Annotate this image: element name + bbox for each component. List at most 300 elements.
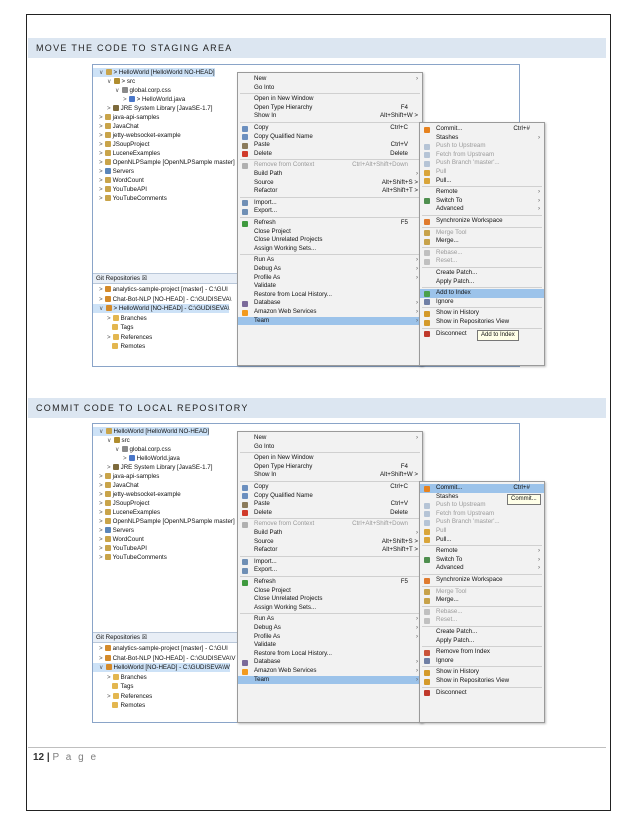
push-icon bbox=[424, 161, 430, 167]
repo-tree-item[interactable] bbox=[93, 701, 145, 710]
tree-item[interactable] bbox=[93, 490, 181, 499]
menu-item-push-to-upstream[interactable] bbox=[420, 142, 544, 151]
project-icon bbox=[105, 159, 111, 165]
chevron-right-icon[interactable]: > bbox=[99, 536, 103, 543]
menu-shortcut: Ctrl+Alt+Shift+Down bbox=[352, 520, 408, 528]
menu-item-label: Restore from Local History... bbox=[254, 290, 332, 298]
menu-separator bbox=[240, 452, 420, 453]
tree-item[interactable] bbox=[93, 122, 139, 131]
menu-item-rebase[interactable] bbox=[420, 608, 544, 617]
pull-icon bbox=[424, 170, 430, 176]
chevron-right-icon[interactable]: > bbox=[99, 527, 103, 534]
tree-item[interactable] bbox=[93, 544, 147, 553]
chevron-right-icon[interactable]: > bbox=[99, 195, 103, 202]
chevron-right-icon[interactable]: > bbox=[99, 500, 103, 507]
menu-separator bbox=[422, 545, 542, 546]
menu-item-label: Remote bbox=[436, 188, 458, 196]
menu-item-label: Switch To bbox=[436, 196, 463, 204]
menu-item-label: Run As bbox=[254, 256, 274, 264]
chevron-right-icon[interactable] bbox=[107, 702, 110, 709]
menu-item-label: Show In bbox=[254, 471, 277, 479]
menu-item-copy[interactable] bbox=[238, 124, 422, 133]
chevron-right-icon[interactable]: > bbox=[99, 168, 103, 175]
tree-item[interactable] bbox=[93, 436, 130, 445]
menu-item-show-in-history[interactable] bbox=[420, 668, 544, 677]
menu-item-copy-qualified-name[interactable] bbox=[238, 133, 422, 142]
tree-item-label: JavaChat bbox=[112, 123, 139, 130]
add-index-icon bbox=[424, 291, 430, 297]
menu-item-export[interactable] bbox=[238, 566, 422, 575]
menu-item-profile-as[interactable] bbox=[238, 633, 422, 642]
chevron-right-icon: › bbox=[537, 188, 540, 196]
menu-separator bbox=[422, 646, 542, 647]
menu-item-import[interactable] bbox=[238, 199, 422, 208]
menu-item-label: Push to Upstream bbox=[436, 142, 486, 150]
chevron-right-icon[interactable] bbox=[107, 683, 110, 690]
menu-separator bbox=[240, 197, 420, 198]
project-icon bbox=[105, 554, 111, 560]
chevron-right-icon[interactable]: > bbox=[99, 123, 103, 130]
sync-icon bbox=[424, 219, 430, 225]
menu-item-remote[interactable] bbox=[420, 547, 544, 556]
project-icon bbox=[105, 123, 111, 129]
menu-item-label: Team bbox=[254, 316, 270, 324]
chevron-right-icon[interactable]: > bbox=[99, 518, 103, 525]
tree-item[interactable] bbox=[93, 158, 235, 167]
menu-item-label: Rebase... bbox=[436, 607, 463, 615]
menu-item-open-in-new-window[interactable] bbox=[238, 454, 422, 463]
copy-icon bbox=[242, 493, 248, 499]
tree-item[interactable] bbox=[93, 167, 134, 176]
menu-item-open-type-hierarchy[interactable] bbox=[238, 463, 422, 472]
chevron-right-icon[interactable]: > bbox=[99, 286, 103, 293]
menu-item-remote[interactable] bbox=[420, 188, 544, 197]
chevron-down-icon[interactable]: ∨ bbox=[99, 305, 104, 312]
tree-item[interactable] bbox=[93, 185, 147, 194]
package-icon bbox=[114, 437, 120, 443]
menu-item-copy-qualified-name[interactable] bbox=[238, 492, 422, 501]
menu-item-label: New bbox=[254, 434, 267, 441]
menu-item-restore-from-local-history[interactable] bbox=[238, 650, 422, 659]
menu-item-apply-patch[interactable] bbox=[420, 278, 544, 287]
footer-divider bbox=[28, 747, 606, 748]
chevron-right-icon[interactable]: > bbox=[99, 645, 103, 652]
repository-icon bbox=[106, 305, 112, 311]
chevron-down-icon[interactable]: ∨ bbox=[115, 87, 120, 94]
menu-item-team[interactable] bbox=[238, 676, 422, 685]
chevron-right-icon[interactable]: > bbox=[99, 482, 103, 489]
repo-item-label: Remotes bbox=[120, 343, 146, 350]
menu-item-pull[interactable] bbox=[420, 536, 544, 545]
menu-item-label: Pull... bbox=[436, 535, 452, 543]
menu-item-restore-from-local-history[interactable] bbox=[238, 291, 422, 300]
menu-item-build-path[interactable] bbox=[238, 529, 422, 538]
menu-item-debug-as[interactable] bbox=[238, 624, 422, 633]
chevron-down-icon[interactable]: ∨ bbox=[99, 664, 104, 671]
chevron-right-icon: › bbox=[415, 316, 418, 324]
tree-item[interactable] bbox=[93, 553, 167, 562]
eclipse-screenshot-staging bbox=[92, 64, 540, 367]
menu-item-label: Stashes bbox=[436, 492, 459, 500]
menu-item-remove-from-index[interactable] bbox=[420, 648, 544, 657]
menu-item-validate[interactable] bbox=[238, 282, 422, 291]
delete-icon bbox=[242, 151, 248, 157]
menu-item-label: Rebase... bbox=[436, 248, 463, 256]
tree-item[interactable] bbox=[93, 427, 209, 436]
menu-item-label: Paste bbox=[254, 500, 270, 508]
menu-item-apply-patch[interactable] bbox=[420, 637, 544, 646]
repo-tree-item[interactable] bbox=[93, 654, 236, 663]
chevron-right-icon: › bbox=[415, 434, 418, 441]
menu-item-label: Assign Working Sets... bbox=[254, 603, 317, 611]
menu-item-merge-tool[interactable] bbox=[420, 588, 544, 597]
menu-item-disconnect[interactable] bbox=[420, 689, 544, 698]
tree-item-label: HelloWorld [HelloWorld NO-HEAD] bbox=[113, 428, 210, 435]
menu-separator bbox=[422, 606, 542, 607]
pull-icon bbox=[424, 537, 430, 543]
chevron-right-icon[interactable]: > bbox=[99, 186, 103, 193]
menu-item-pull[interactable] bbox=[420, 168, 544, 177]
menu-item-label: Amazon Web Services bbox=[254, 308, 317, 315]
menu-item-amazon-web-services[interactable] bbox=[238, 308, 422, 317]
ignore-icon bbox=[424, 299, 430, 305]
chevron-right-icon[interactable]: > bbox=[107, 105, 111, 112]
remove-icon bbox=[242, 163, 248, 169]
menu-item-merge[interactable] bbox=[420, 596, 544, 605]
disconnect-icon bbox=[424, 690, 430, 696]
menu-item-validate[interactable] bbox=[238, 641, 422, 650]
menu-item-label: Restore from Local History... bbox=[254, 649, 332, 657]
page-footer bbox=[33, 752, 98, 763]
menu-item-close-project[interactable] bbox=[238, 228, 422, 237]
chevron-right-icon[interactable]: > bbox=[107, 673, 111, 681]
chevron-right-icon[interactable]: > bbox=[99, 150, 103, 157]
menu-separator bbox=[240, 93, 420, 94]
menu-item-advanced[interactable] bbox=[420, 564, 544, 573]
tree-item[interactable] bbox=[93, 140, 149, 149]
chevron-right-icon[interactable]: > bbox=[99, 473, 103, 480]
menu-item-ignore[interactable] bbox=[420, 298, 544, 307]
menu-separator bbox=[240, 217, 420, 218]
menu-item-label: Close Unrelated Projects bbox=[254, 595, 323, 603]
menu-item-reset[interactable] bbox=[420, 257, 544, 266]
tree-item[interactable] bbox=[93, 481, 139, 490]
menu-item-label: Reset... bbox=[436, 257, 458, 265]
tree-item[interactable] bbox=[93, 95, 185, 104]
commit-tooltip: Commit... bbox=[507, 494, 541, 505]
tree-item-label: LuceneExamples bbox=[112, 150, 161, 157]
chevron-right-icon[interactable]: > bbox=[123, 455, 127, 462]
chevron-right-icon[interactable] bbox=[107, 343, 110, 350]
tree-item[interactable] bbox=[93, 104, 212, 113]
repo-tree-item[interactable] bbox=[93, 692, 152, 701]
tree-item[interactable] bbox=[93, 508, 160, 517]
menu-item-switch-to[interactable] bbox=[420, 197, 544, 206]
menu-item-show-in[interactable] bbox=[238, 112, 422, 121]
refresh-icon bbox=[242, 221, 248, 227]
menu-item-label: Remove from Index bbox=[436, 648, 490, 656]
tree-item-label: LuceneExamples bbox=[112, 509, 161, 516]
menu-item-paste[interactable] bbox=[238, 500, 422, 509]
aws-icon bbox=[242, 669, 248, 675]
chevron-right-icon[interactable]: > bbox=[99, 159, 103, 166]
menu-item-label: Close Unrelated Projects bbox=[254, 236, 323, 244]
menu-item-push-branch-master[interactable] bbox=[420, 159, 544, 168]
add-to-index-tooltip: Add to Index bbox=[477, 330, 519, 341]
menu-item-label: Pull... bbox=[436, 176, 452, 184]
chevron-right-icon[interactable]: > bbox=[107, 314, 111, 322]
tree-item[interactable] bbox=[93, 535, 144, 544]
menu-shortcut: Delete bbox=[390, 149, 408, 157]
menu-item-remove-from-context[interactable] bbox=[238, 161, 422, 170]
menu-item-go-into[interactable] bbox=[238, 443, 422, 452]
library-icon bbox=[113, 464, 119, 470]
menu-item-label: Fetch from Upstream bbox=[436, 150, 495, 158]
chevron-right-icon[interactable]: > bbox=[99, 132, 103, 139]
repo-item-label: analytics-sample-project [master] - C:\GUI bbox=[112, 286, 228, 293]
repo-tree-item[interactable] bbox=[93, 644, 228, 653]
menu-item-create-patch[interactable] bbox=[420, 628, 544, 637]
chevron-right-icon: › bbox=[415, 624, 418, 631]
server-icon bbox=[105, 168, 111, 174]
menu-item-synchronize-workspace[interactable] bbox=[420, 217, 544, 226]
menu-item-remove-from-context[interactable] bbox=[238, 520, 422, 529]
chevron-right-icon[interactable] bbox=[107, 324, 110, 331]
project-icon bbox=[105, 132, 111, 138]
tree-item[interactable] bbox=[93, 463, 212, 472]
menu-item-merge[interactable] bbox=[420, 237, 544, 246]
chevron-right-icon: › bbox=[415, 273, 418, 281]
menu-item-reset[interactable] bbox=[420, 616, 544, 625]
menu-item-import[interactable] bbox=[238, 558, 422, 567]
menu-item-database[interactable] bbox=[238, 658, 422, 667]
tree-item-label: > HelloWorld.java bbox=[136, 96, 186, 103]
folder-icon bbox=[112, 702, 118, 708]
menu-item-show-in[interactable] bbox=[238, 471, 422, 480]
project-icon bbox=[105, 141, 111, 147]
tree-item[interactable] bbox=[93, 445, 171, 454]
chevron-right-icon[interactable]: > bbox=[99, 295, 103, 303]
chevron-right-icon[interactable]: > bbox=[99, 654, 103, 662]
tree-item-label: jetty-websocket-example bbox=[112, 491, 181, 498]
repo-tree-item[interactable] bbox=[93, 333, 152, 342]
menu-item-label: Create Patch... bbox=[436, 628, 478, 635]
ignore-icon bbox=[424, 658, 430, 664]
fetch-icon bbox=[424, 152, 430, 158]
git-repositories-tab[interactable] bbox=[93, 632, 243, 643]
chevron-down-icon[interactable]: ∨ bbox=[99, 69, 104, 76]
tree-item[interactable] bbox=[93, 454, 180, 463]
menu-item-synchronize-workspace[interactable] bbox=[420, 576, 544, 585]
menu-item-commit[interactable] bbox=[420, 125, 544, 134]
menu-item-label: Synchronize Workspace bbox=[436, 576, 503, 583]
tree-item[interactable] bbox=[93, 86, 171, 95]
copy-icon bbox=[242, 485, 248, 491]
folder-icon bbox=[112, 343, 118, 349]
menu-item-run-as[interactable] bbox=[238, 256, 422, 265]
repo-tree-item[interactable] bbox=[93, 323, 134, 332]
git-repositories-tab[interactable] bbox=[93, 273, 243, 284]
menu-item-fetch-from-upstream[interactable] bbox=[420, 510, 544, 519]
repo-tree-item[interactable] bbox=[93, 304, 229, 313]
menu-item-refactor[interactable] bbox=[238, 187, 422, 196]
menu-item-advanced[interactable] bbox=[420, 205, 544, 214]
chevron-right-icon[interactable]: > bbox=[107, 333, 111, 341]
repo-tree-item[interactable] bbox=[93, 673, 147, 682]
menu-item-pull[interactable] bbox=[420, 177, 544, 186]
chevron-down-icon[interactable]: ∨ bbox=[115, 446, 120, 453]
tree-item[interactable] bbox=[93, 113, 159, 122]
tree-item[interactable] bbox=[93, 194, 167, 203]
chevron-right-icon: › bbox=[415, 265, 418, 272]
tree-item[interactable] bbox=[93, 517, 235, 526]
menu-item-export[interactable] bbox=[238, 207, 422, 216]
menu-shortcut: Ctrl+C bbox=[390, 124, 408, 131]
menu-item-create-patch[interactable] bbox=[420, 269, 544, 278]
menu-item-profile-as[interactable] bbox=[238, 274, 422, 283]
menu-item-show-in-history[interactable] bbox=[420, 309, 544, 318]
tree-item[interactable] bbox=[93, 77, 135, 86]
menu-item-new[interactable] bbox=[238, 75, 422, 84]
git-repositories-title: Git Repositories ☒ bbox=[96, 634, 148, 641]
menu-item-show-in-repositories-view[interactable] bbox=[420, 318, 544, 327]
menu-item-label: Merge Tool bbox=[436, 587, 467, 595]
menu-item-label: Profile As bbox=[254, 273, 281, 281]
menu-item-label: Show in History bbox=[436, 668, 479, 676]
menu-item-show-in-repositories-view[interactable] bbox=[420, 677, 544, 686]
tree-item[interactable] bbox=[93, 499, 149, 508]
repo-tree-item[interactable] bbox=[93, 342, 145, 351]
menu-item-merge-tool[interactable] bbox=[420, 229, 544, 238]
repo-tree-item[interactable] bbox=[93, 314, 147, 323]
menu-item-run-as[interactable] bbox=[238, 615, 422, 624]
project-icon bbox=[105, 473, 111, 479]
chevron-down-icon[interactable]: ∨ bbox=[107, 78, 112, 85]
menu-item-delete[interactable] bbox=[238, 509, 422, 518]
menu-item-refresh[interactable] bbox=[238, 219, 422, 228]
menu-item-new[interactable] bbox=[238, 434, 422, 443]
menu-item-delete[interactable] bbox=[238, 150, 422, 159]
menu-item-push-branch-master[interactable] bbox=[420, 518, 544, 527]
tree-item[interactable] bbox=[93, 68, 215, 77]
repo-tree-item[interactable] bbox=[93, 663, 230, 672]
menu-item-assign-working-sets[interactable] bbox=[238, 604, 422, 613]
chevron-right-icon[interactable]: > bbox=[99, 491, 103, 498]
chevron-right-icon: › bbox=[415, 75, 418, 82]
chevron-right-icon[interactable]: > bbox=[99, 554, 103, 561]
delete-icon bbox=[242, 510, 248, 516]
menu-item-copy[interactable] bbox=[238, 483, 422, 492]
menu-item-label: Merge... bbox=[436, 596, 459, 604]
tree-item[interactable] bbox=[93, 526, 134, 535]
chevron-right-icon[interactable]: > bbox=[107, 692, 111, 700]
menu-item-label: Apply Patch... bbox=[436, 636, 475, 644]
menu-item-source[interactable] bbox=[238, 538, 422, 547]
pull-icon bbox=[424, 178, 430, 184]
chevron-right-icon[interactable]: > bbox=[99, 509, 103, 516]
tree-item[interactable] bbox=[93, 149, 160, 158]
menu-item-fetch-from-upstream[interactable] bbox=[420, 151, 544, 160]
menu-item-add-to-index[interactable] bbox=[420, 289, 544, 298]
menu-separator bbox=[422, 687, 542, 688]
chevron-down-icon[interactable]: ∨ bbox=[107, 437, 112, 444]
project-icon bbox=[105, 177, 111, 183]
menu-item-paste[interactable] bbox=[238, 141, 422, 150]
repo-tree-item[interactable] bbox=[93, 285, 228, 294]
menu-item-open-type-hierarchy[interactable] bbox=[238, 104, 422, 113]
tree-item[interactable] bbox=[93, 131, 181, 140]
menu-item-ignore[interactable] bbox=[420, 657, 544, 666]
menu-item-label: Refresh bbox=[254, 219, 276, 226]
chevron-right-icon[interactable]: > bbox=[99, 114, 103, 121]
menu-item-label: Refactor bbox=[254, 546, 278, 554]
chevron-right-icon[interactable]: > bbox=[99, 545, 103, 552]
menu-item-debug-as[interactable] bbox=[238, 265, 422, 274]
menu-item-close-unrelated-projects[interactable] bbox=[238, 595, 422, 604]
menu-item-database[interactable] bbox=[238, 299, 422, 308]
tree-item[interactable] bbox=[93, 176, 144, 185]
repository-icon bbox=[105, 645, 111, 651]
menu-item-stashes[interactable] bbox=[420, 134, 544, 143]
menu-item-label: Copy Qualified Name bbox=[254, 491, 313, 499]
menu-item-refactor[interactable] bbox=[238, 546, 422, 555]
menu-item-refresh[interactable] bbox=[238, 578, 422, 587]
menu-item-pull[interactable] bbox=[420, 527, 544, 536]
menu-item-open-in-new-window[interactable] bbox=[238, 95, 422, 104]
paste-icon bbox=[242, 502, 248, 508]
repo-item-label: References bbox=[120, 692, 153, 700]
menu-item-rebase[interactable] bbox=[420, 249, 544, 258]
chevron-right-icon[interactable]: > bbox=[107, 464, 111, 471]
menu-item-label: Open Type Hierarchy bbox=[254, 462, 313, 470]
menu-shortcut: F4 bbox=[400, 462, 408, 470]
menu-item-team[interactable] bbox=[238, 317, 422, 326]
menu-item-label: Go Into bbox=[254, 83, 275, 91]
package-icon bbox=[114, 78, 120, 84]
repo-tree-item[interactable] bbox=[93, 295, 231, 304]
menu-shortcut: F5 bbox=[400, 219, 408, 226]
menu-item-switch-to[interactable] bbox=[420, 556, 544, 565]
menu-item-label: Show In bbox=[254, 112, 277, 120]
menu-item-close-project[interactable] bbox=[238, 587, 422, 596]
chevron-right-icon[interactable]: > bbox=[99, 141, 103, 148]
switch-icon bbox=[424, 198, 430, 204]
menu-item-label: Pull bbox=[436, 527, 447, 534]
tree-item-label: JSoupProject bbox=[112, 500, 150, 507]
tree-item[interactable] bbox=[93, 472, 159, 481]
project-icon bbox=[105, 509, 111, 515]
repository-icon bbox=[105, 296, 111, 302]
chevron-right-icon[interactable]: > bbox=[123, 96, 127, 103]
menu-item-assign-working-sets[interactable] bbox=[238, 245, 422, 254]
repo-tree-item[interactable] bbox=[93, 682, 134, 691]
project-icon bbox=[105, 491, 111, 497]
chevron-right-icon: › bbox=[415, 308, 418, 315]
chevron-down-icon[interactable]: ∨ bbox=[99, 428, 104, 435]
menu-item-build-path[interactable] bbox=[238, 170, 422, 179]
chevron-right-icon[interactable]: > bbox=[99, 177, 103, 184]
menu-item-commit[interactable] bbox=[420, 484, 544, 493]
menu-item-label: Push to Upstream bbox=[436, 501, 486, 509]
menu-item-amazon-web-services[interactable] bbox=[238, 667, 422, 676]
menu-item-label: Remove from Context bbox=[254, 520, 315, 528]
menu-item-label: Merge... bbox=[436, 237, 459, 245]
menu-item-label: Show in Repositories View bbox=[436, 318, 510, 325]
menu-item-go-into[interactable] bbox=[238, 84, 422, 93]
menu-item-source[interactable] bbox=[238, 179, 422, 188]
tree-item-label: Servers bbox=[112, 527, 134, 534]
menu-item-close-unrelated-projects[interactable] bbox=[238, 236, 422, 245]
